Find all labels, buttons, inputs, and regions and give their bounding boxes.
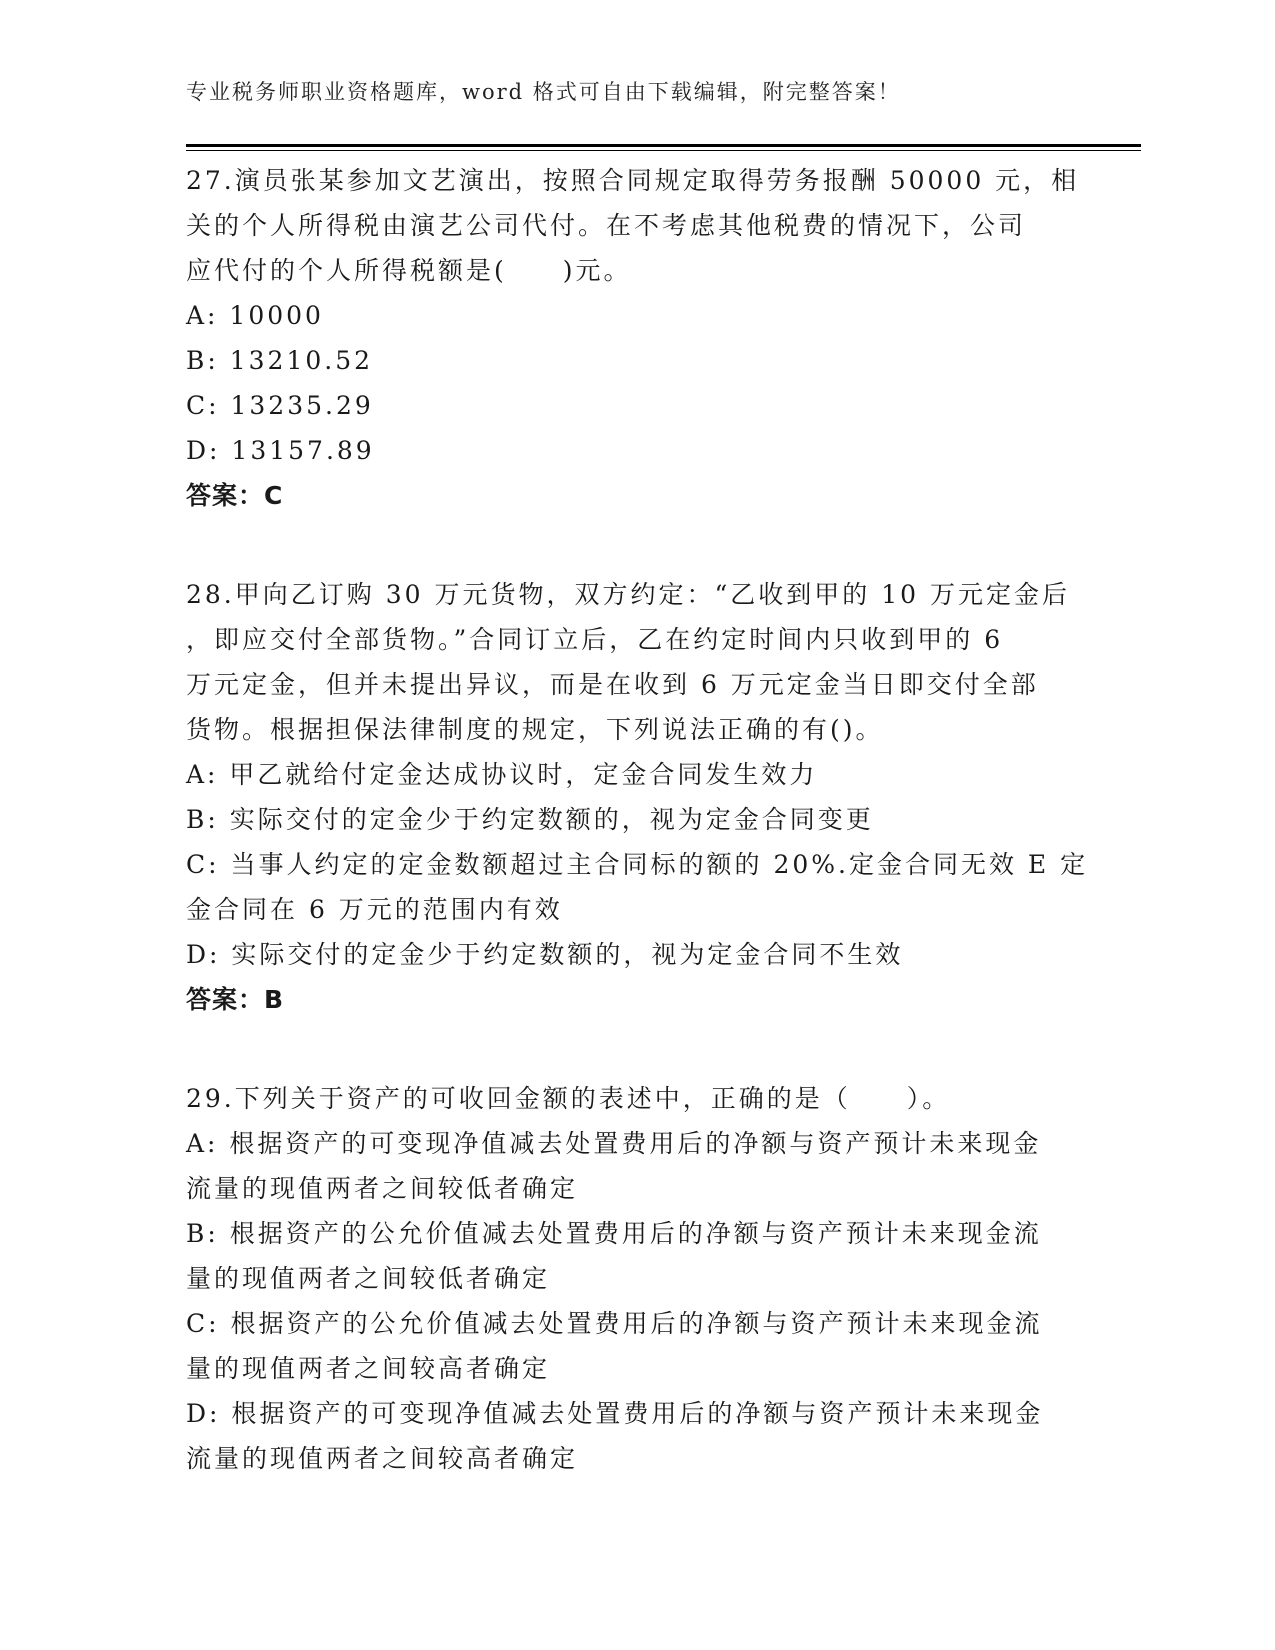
question-29	[186, 1076, 1066, 1481]
question-stem-line: 29.下列关于资产的可收回金额的表述中，正确的是（ ）。	[186, 1084, 951, 1113]
answer-label: 答案：C	[186, 481, 284, 510]
option-c-continued: 金合同在 6 万元的范围内有效	[186, 895, 563, 924]
option-b: B: 实际交付的定金少于约定数额的，视为定金合同变更	[186, 805, 874, 834]
option-c: C: 13235.29	[186, 391, 374, 420]
option-d: D: 13157.89	[186, 436, 375, 465]
question-stem-line: 应代付的个人所得税额是( )元。	[186, 256, 632, 285]
question-stem-line: 关的个人所得税由演艺公司代付。在不考虑其他税费的情况下，公司	[186, 211, 1027, 240]
question-stem-line: 货物。根据担保法律制度的规定，下列说法正确的有()。	[186, 715, 884, 744]
option-c: C: 根据资产的公允价值减去处置费用后的净额与资产预计未来现金流	[186, 1309, 1043, 1338]
option-b-continued: 量的现值两者之间较低者确定	[186, 1264, 551, 1293]
option-a: A: 根据资产的可变现净值减去处置费用后的净额与资产预计未来现金	[186, 1129, 1042, 1158]
option-c-continued: 量的现值两者之间较高者确定	[186, 1354, 551, 1383]
header-rule-thick	[186, 144, 1141, 147]
option-d: D: 根据资产的可变现净值减去处置费用后的净额与资产预计未来现金	[186, 1399, 1044, 1428]
question-28	[186, 572, 1089, 1022]
page-header: 专业税务师职业资格题库，word 格式可自由下载编辑，附完整答案！	[186, 80, 901, 104]
question-27	[186, 158, 1080, 518]
question-stem-line: 万元定金，但并未提出异议，而是在收到 6 万元定金当日即交付全部	[186, 670, 1039, 699]
option-a: A: 甲乙就给付定金达成协议时，定金合同发生效力	[186, 760, 818, 789]
question-stem-line: ，即应交付全部货物。”合同订立后，乙在约定时间内只收到甲的 6	[186, 625, 1004, 654]
question-stem-line: 28.甲向乙订购 30 万元货物，双方约定：“乙收到甲的 10 万元定金后	[186, 580, 1070, 609]
option-b: B: 根据资产的公允价值减去处置费用后的净额与资产预计未来现金流	[186, 1219, 1042, 1248]
question-list	[186, 158, 1089, 1535]
header-rule-thin	[186, 150, 1141, 151]
option-d: D: 实际交付的定金少于约定数额的，视为定金合同不生效	[186, 940, 904, 969]
option-d-continued: 流量的现值两者之间较高者确定	[186, 1444, 579, 1473]
option-a-continued: 流量的现值两者之间较低者确定	[186, 1174, 579, 1203]
option-a: A: 10000	[186, 301, 324, 330]
option-c: C: 当事人约定的定金数额超过主合同标的额的 20%.定金合同无效 E 定	[186, 850, 1089, 879]
question-stem-line: 27.演员张某参加文艺演出，按照合同规定取得劳务报酬 50000 元，相	[186, 166, 1080, 195]
answer-label: 答案：B	[186, 985, 285, 1014]
option-b: B: 13210.52	[186, 346, 374, 375]
